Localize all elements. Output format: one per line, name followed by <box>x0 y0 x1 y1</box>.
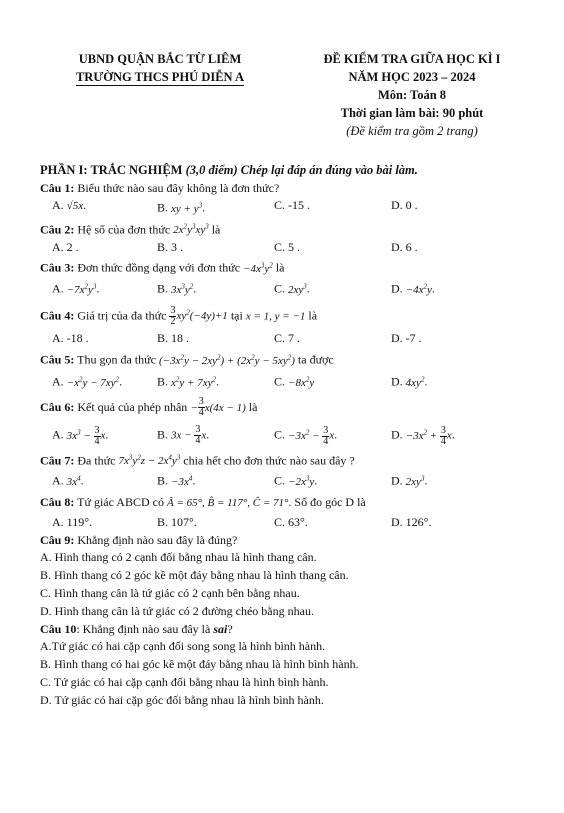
question-label: Câu 2: <box>40 222 75 237</box>
option-d: D. $-4x^2y$. <box>391 281 435 296</box>
option-b: B. 18 . <box>157 331 190 346</box>
statement-c: C. Hình thang cân là tứ giác có 2 cạnh bên bằng nhau. <box>40 585 300 600</box>
section-heading: PHẦN I: TRẮC NGHIỆM <box>40 163 183 177</box>
option-c: C. $-2x^3y$. <box>274 473 318 488</box>
options-2 <box>40 239 540 256</box>
question-suffix: là <box>275 260 285 275</box>
option-d: D. 6 . <box>391 240 418 255</box>
option-b: B. xy + $y^3$. <box>157 200 206 215</box>
option-d: D. 0 . <box>391 198 418 212</box>
question-text: Khẳng định nào sau đây là đúng? <box>77 532 238 547</box>
options-1 <box>40 197 540 218</box>
options-5 <box>40 371 540 392</box>
question-text: Kết quả của phép nhân <box>77 399 188 414</box>
question-label: Câu 4: <box>40 308 75 323</box>
option-b: B. 3x − $\frac{3}{4}$ x. <box>157 424 210 447</box>
question-suffix: là <box>248 399 258 414</box>
option-b: B. $x^2y + 7xy^2$. <box>157 374 219 389</box>
section-points: (3,0 điểm) Chép lại đáp án đúng vào bài làm. <box>185 163 418 177</box>
question-9 <box>40 532 540 548</box>
option-d: D. -7 . <box>391 331 422 346</box>
question-label: Câu 8: <box>40 494 75 509</box>
question-label: Câu 6: <box>40 399 75 414</box>
option-b: B. $3x^3y^2$. <box>157 281 197 296</box>
question-suffix: là <box>211 222 221 237</box>
option-b: B. $-3x^4$. <box>157 473 196 488</box>
question-text: Tứ giác ABCD có <box>77 494 164 509</box>
question-suffix: . Số đo góc D là <box>288 494 366 509</box>
question-8: Câu 8: Tứ giác ABCD có Â = 65°, B̂ = 117°, Ĉ = 71°. Số đo góc D là <box>40 494 366 509</box>
question-5: Câu 5: Thu gọn đa thức $(-3x^2y - 2xy^2) + (2x^2y - 5xy^2)$ ta được <box>40 352 334 367</box>
question-10 <box>40 621 540 637</box>
option-c: C. $-8x^2y$ <box>274 374 315 389</box>
question-text: : Khẳng định nào sau đây là <box>76 621 211 636</box>
question-label: Câu 9: <box>40 532 75 547</box>
option-d: D. 126°. <box>391 514 432 529</box>
option-a: A. √5x. <box>52 198 87 212</box>
option-a: A. -18 . <box>52 331 89 346</box>
school-year: NĂM HỌC 2023 – 2024 <box>348 70 476 84</box>
statement-c: C. Tứ giác có hai cặp cạnh đối bằng nhau là hình bình hành. <box>40 674 329 689</box>
question-label: Câu 5: <box>40 352 75 367</box>
option-a: A. 2 . <box>52 240 79 255</box>
question-4: Câu 4: Giá trị của đa thức $\frac{3}{2}$ $xy^2(-4y)+1$ tại x = 1, y = −1 là <box>40 305 318 328</box>
statement-a: A.Tứ giác có hai cặp cạnh đối song song là hình bình hành. <box>40 638 326 653</box>
question-emphasis: sai <box>213 621 228 636</box>
question-text: Biểu thức nào sau đây không là đơn thức? <box>77 181 280 195</box>
option-a: A. $-7x^2y^3$. <box>52 281 100 296</box>
statement-b: B. Hình thang có 2 góc kề một đáy bằng nhau là hình thang cân. <box>40 567 349 582</box>
option-d: D. $-3x^2$ + $\frac{3}{4}$ x. <box>391 424 455 447</box>
option-a: A. $3x^3$ − $\frac{3}{4}$ x. <box>52 424 109 447</box>
question-7: Câu 7: Đa thức $7x^3y^2z - 2x^4y^3$ chia hết cho đơn thức nào sau đây ? <box>40 453 355 468</box>
option-d: D. $2xy^3$. <box>391 473 428 488</box>
options-6 <box>40 423 540 449</box>
options-3 <box>40 278 540 299</box>
option-c: C. -15 . <box>274 198 310 212</box>
options-7 <box>40 470 540 491</box>
exam-time: Thời gian làm bài: 90 phút <box>340 106 484 120</box>
exam-subject: Môn: Toán 8 <box>377 88 447 102</box>
option-c: C. $2xy^3$. <box>274 281 310 296</box>
option-c: C. $-3x^2$ − $\frac{3}{4}$ x. <box>274 424 338 447</box>
question-3: Câu 3: Đơn thức đồng dạng với đơn thức $-4x^3y^2$ là <box>40 260 285 275</box>
options-4 <box>40 330 540 347</box>
school-name: TRƯỜNG THCS PHÚ DIỄN A <box>75 70 245 84</box>
question-label: Câu 1: <box>40 181 75 195</box>
question-mid: tại <box>230 308 243 323</box>
question-suffix: ? <box>227 621 233 636</box>
question-suffix: ta được <box>297 352 334 367</box>
question-text: Thu gọn đa thức <box>77 352 156 367</box>
option-c: C. 5 . <box>274 240 301 255</box>
exam-title: ĐỀ KIỂM TRA GIỮA HỌC KÌ I <box>323 52 501 66</box>
question-2: Câu 2: Hệ số của đơn thức $2x^2y^3xy^3$ là <box>40 222 221 237</box>
question-label: Câu 7: <box>40 453 75 468</box>
option-b: B. 107°. <box>157 514 197 529</box>
statement-d: D. Hình thang cân là tứ giác có 2 đường chéo bằng nhau. <box>40 603 314 618</box>
option-a: A. 119°. <box>52 514 93 529</box>
district-name: UBND QUẬN BẮC TỪ LIÊM <box>78 52 242 66</box>
option-b: B. 3 . <box>157 240 184 255</box>
option-d: D. $4xy^2$. <box>391 374 428 389</box>
exam-page-note: (Đề kiểm tra gồm 2 trang) <box>346 124 478 138</box>
question-text: Giá trị của đa thức <box>77 308 167 323</box>
question-label: Câu 10 <box>40 621 77 636</box>
question-label: Câu 3: <box>40 260 75 275</box>
exam-header <box>292 50 532 140</box>
exam-content <box>40 161 540 709</box>
statement-d: D. Tứ giác có hai cặp góc đối bằng nhau là hình bình hành. <box>40 692 324 707</box>
option-a: A. $3x^4$. <box>52 473 84 488</box>
statement-b: B. Hình thang có hai góc kề một đáy bằng nhau là hình bình hành. <box>40 656 359 671</box>
statement-a: A. Hình thang có 2 cạnh đối bằng nhau là hình thang cân. <box>40 549 317 564</box>
question-1 <box>40 180 540 196</box>
question-text: Đơn thức đồng dạng với đơn thức <box>77 260 241 275</box>
option-c: C. 63°. <box>274 514 308 529</box>
option-a: A. $-x^2y - 7xy^2$. <box>52 374 123 389</box>
question-text: Đa thức <box>77 453 116 468</box>
question-6: Câu 6: Kết quả của phép nhân − $\frac{3}{4}$ x(4x − 1) là <box>40 396 258 419</box>
section-title <box>40 161 540 179</box>
question-suffix: chia hết cho đơn thức nào sau đây ? <box>183 453 355 468</box>
options-8 <box>40 514 540 531</box>
option-c: C. 7 . <box>274 331 301 346</box>
school-header <box>60 50 260 86</box>
question-text: Hệ số của đơn thức <box>77 222 171 237</box>
question-suffix: là <box>308 308 318 323</box>
